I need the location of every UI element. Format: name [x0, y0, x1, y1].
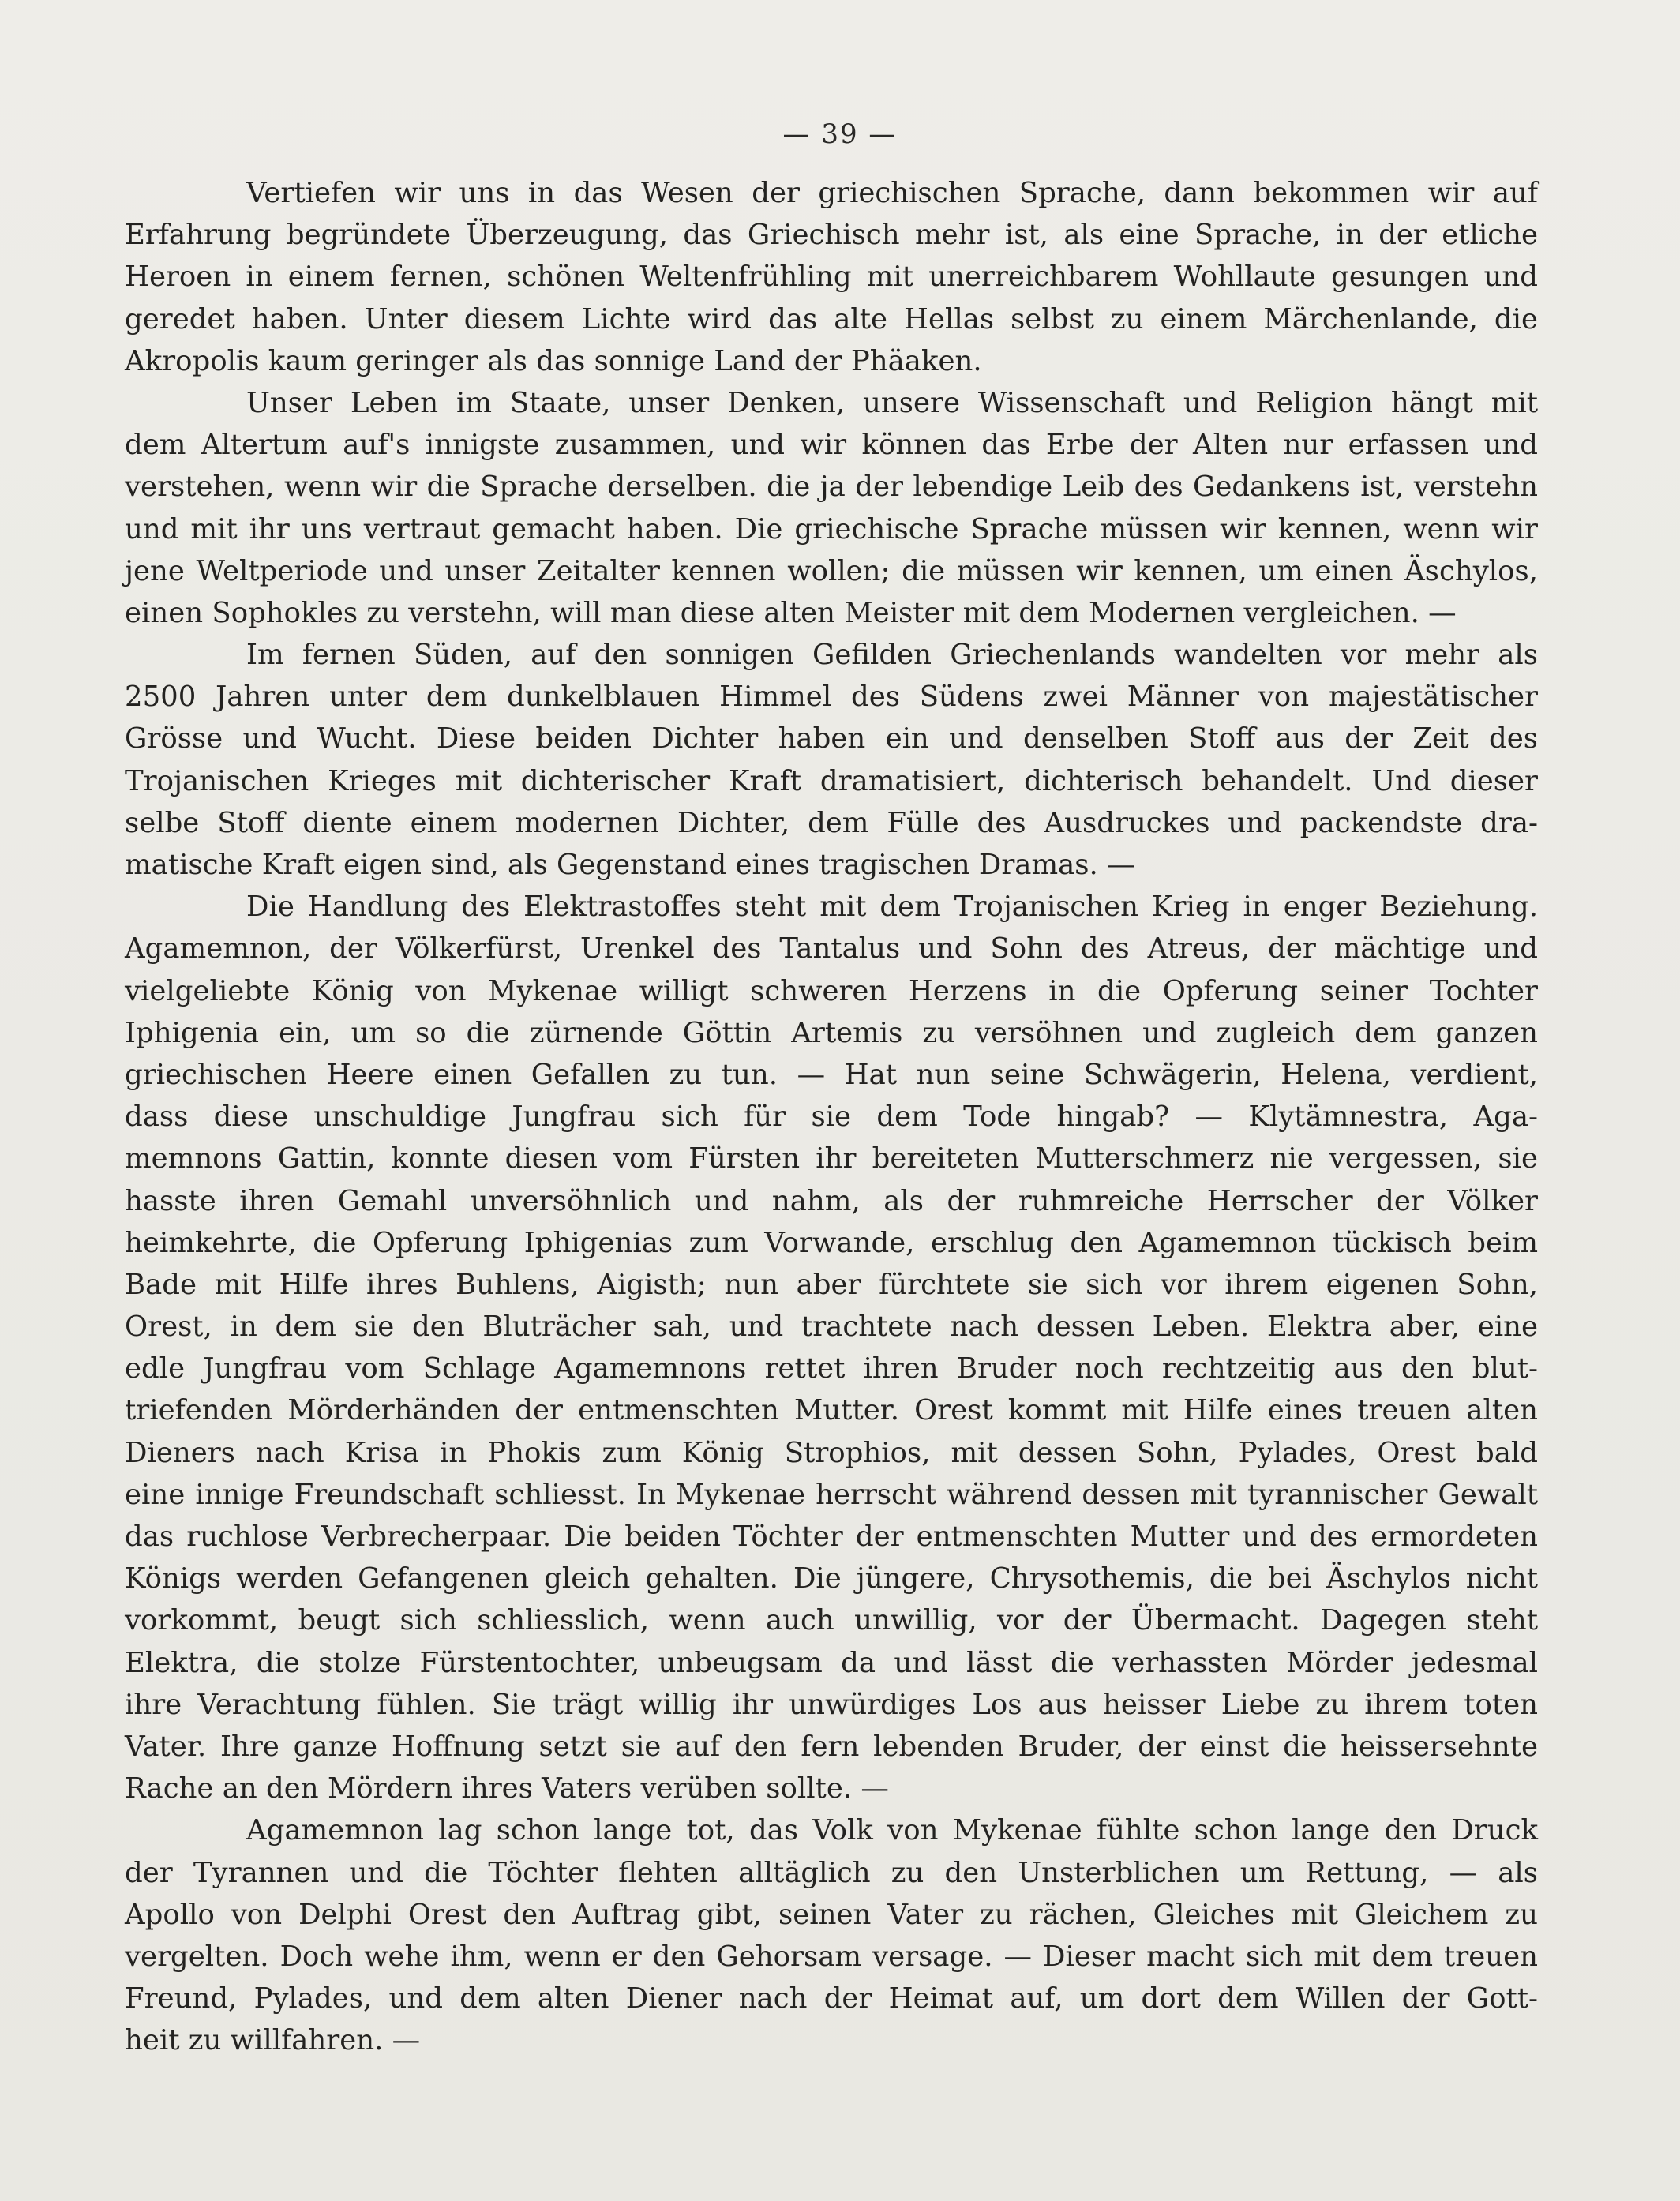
text-line: dem Altertum auf's innigste zusammen, und wir können das Erbe der Alten nur erfassen und	[125, 429, 1538, 462]
text-line: jene Weltperiode und unser Zeitalter kennen wollen; die müssen wir kennen, um einen Äschylos,	[125, 554, 1538, 587]
text-line: Erfahrung begründete Überzeugung, das Griechisch mehr ist, als eine Sprache, in der etliche	[125, 219, 1538, 252]
text-line: Im fernen Süden, auf den sonnigen Gefilden Griechenlands wandelten vor mehr als	[246, 639, 1538, 672]
text-line: verstehen, wenn wir die Sprache derselben. die ja der lebendige Leib des Gedankens ist, verstehn	[125, 471, 1538, 504]
text-line: Rache an den Mördern ihres Vaters verüben sollte. —	[125, 1772, 889, 1805]
text-line: Königs werden Gefangenen gleich gehalten. Die jüngere, Chrysothemis, die bei Äschylos nicht	[125, 1562, 1538, 1595]
text-line: einen Sophokles zu verstehn, will man diese alten Meister mit dem Modernen vergleichen. —	[125, 596, 1457, 629]
text-line: vergelten. Doch wehe ihm, wenn er den Gehorsam versage. — Dieser macht sich mit dem treuen	[125, 1940, 1538, 1973]
text-line: griechischen Heere einen Gefallen zu tun. — Hat nun seine Schwägerin, Helena, verdient,	[125, 1058, 1538, 1091]
text-line: dass diese unschuldige Jungfrau sich für sie dem Tode hingab? — Klytämnestra, Aga-	[125, 1100, 1538, 1134]
text-line: Dieners nach Krisa in Phokis zum König Strophios, mit dessen Sohn, Pylades, Orest bald	[125, 1436, 1538, 1469]
text-line: ihre Verachtung fühlen. Sie trägt willig ihr unwürdiges Los aus heisser Liebe zu ihrem toten	[125, 1688, 1538, 1721]
text-line: das ruchlose Verbrecherpaar. Die beiden Töchter der entmenschten Mutter und des ermordeten	[125, 1520, 1538, 1553]
text-line: memnons Gattin, konnte diesen vom Fürsten ihr bereiteten Mutterschmerz nie vergessen, sie	[125, 1142, 1538, 1175]
text-line: Orest, in dem sie den Bluträcher sah, und trachtete nach dessen Leben. Elektra aber, eine	[125, 1310, 1538, 1344]
text-line: Heroen in einem fernen, schönen Weltenfrühling mit unerreichbarem Wohllaute gesungen und	[125, 261, 1538, 294]
text-line: Bade mit Hilfe ihres Buhlens, Aigisth; nun aber fürchtete sie sich vor ihrem eigenen Sohn,	[125, 1268, 1538, 1301]
text-line: Grösse und Wucht. Diese beiden Dichter haben ein und denselben Stoff aus der Zeit des	[125, 722, 1538, 756]
text-line: vielgeliebte König von Mykenae willigt schweren Herzens in die Opferung seiner Tochter	[125, 974, 1538, 1007]
text-line: 2500 Jahren unter dem dunkelblauen Himmel des Südens zwei Männer von majestätischer	[125, 681, 1538, 714]
text-line: und mit ihr uns vertraut gemacht haben. Die griechische Sprache müssen wir kennen, wenn wir	[125, 512, 1538, 546]
text-line: Agamemnon, der Völkerfürst, Urenkel des Tantalus und Sohn des Atreus, der mächtige und	[125, 932, 1538, 966]
text-line: Agamemnon lag schon lange tot, das Volk von Mykenae fühlte schon lange den Druck	[246, 1814, 1538, 1847]
text-line: Vater. Ihre ganze Hoffnung setzt sie auf den fern lebenden Bruder, der einst die heissersehnte	[125, 1730, 1538, 1763]
paragraph-2	[125, 382, 1538, 634]
text-line: der Tyrannen und die Töchter flehten alltäglich zu den Unsterblichen um Rettung, — als	[125, 1856, 1538, 1889]
paragraph-3	[125, 634, 1538, 886]
page-number: — 39 —	[782, 118, 898, 150]
text-line: triefenden Mörderhänden der entmenschten Mutter. Orest kommt mit Hilfe eines treuen alten	[125, 1394, 1538, 1427]
paragraph-5	[125, 1809, 1538, 2061]
text-line: hasste ihren Gemahl unversöhnlich und nahm, als der ruhmreiche Herrscher der Völker	[125, 1184, 1538, 1217]
text-line: geredet haben. Unter diesem Lichte wird das alte Hellas selbst zu einem Märchenlande, die	[125, 302, 1538, 336]
text-line: heimkehrte, die Opferung Iphigenias zum Vorwande, erschlug den Agamemnon tückisch beim	[125, 1226, 1538, 1259]
paragraph-4	[125, 886, 1538, 1809]
text-line: selbe Stoff diente einem modernen Dichter, dem Fülle des Ausdruckes und packendste dra-	[125, 806, 1538, 839]
text-line: heit zu willfahren. —	[125, 2024, 421, 2057]
text-line: Elektra, die stolze Fürstentochter, unbeugsam da und lässt die verhassten Mörder jedesmal	[125, 1646, 1538, 1679]
text-line: Akropolis kaum geringer als das sonnige Land der Phäaken.	[125, 344, 982, 377]
text-line: vorkommt, beugt sich schliesslich, wenn auch unwillig, vor der Übermacht. Dagegen steht	[125, 1604, 1538, 1637]
text-line: Iphigenia ein, um so die zürnende Göttin Artemis zu versöhnen und zugleich dem ganzen	[125, 1016, 1538, 1049]
text-line: eine innige Freundschaft schliesst. In Mykenae herrscht während dessen mit tyrannischer Gewalt	[125, 1478, 1538, 1511]
paragraph-1	[125, 172, 1538, 382]
text-line: Apollo von Delphi Orest den Auftrag gibt, seinen Vater zu rächen, Gleiches mit Gleichem zu	[125, 1898, 1538, 1931]
text-line: matische Kraft eigen sind, als Gegenstand eines tragischen Dramas. —	[125, 849, 1135, 881]
text-line: Trojanischen Krieges mit dichterischer Kraft dramatisiert, dichterisch behandelt. Und dieser	[125, 764, 1538, 797]
text-line: Unser Leben im Staate, unser Denken, unsere Wissenschaft und Religion hängt mit	[246, 386, 1538, 419]
text-line: Freund, Pylades, und dem alten Diener nach der Heimat auf, um dort dem Willen der Gott-	[125, 1982, 1538, 2015]
text-line: Die Handlung des Elektrastoffes steht mit dem Trojanischen Krieg in enger Beziehung.	[246, 891, 1538, 924]
body-text	[125, 172, 1538, 2061]
text-line: edle Jungfrau vom Schlage Agamemnons rettet ihren Bruder noch rechtzeitig aus den blut-	[125, 1352, 1538, 1385]
text-line: Vertiefen wir uns in das Wesen der griechischen Sprache, dann bekommen wir auf	[246, 177, 1538, 209]
